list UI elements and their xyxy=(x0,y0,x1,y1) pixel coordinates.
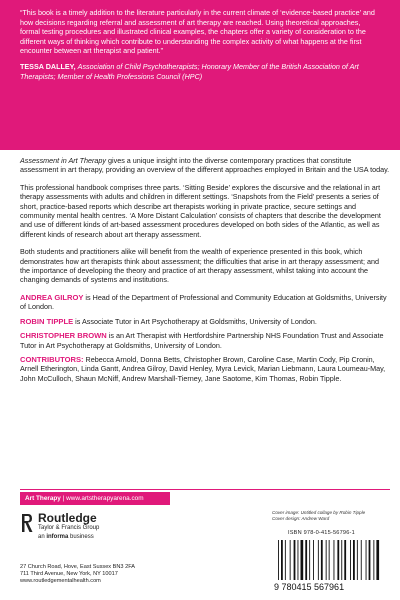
barcode-bar xyxy=(281,540,283,580)
barcode-bar xyxy=(321,540,323,580)
barcode-bar xyxy=(294,540,296,580)
publisher-address xyxy=(20,564,135,586)
barcode-bar xyxy=(376,540,379,580)
endorsement-author-name: TESSA DALLEY, xyxy=(20,61,76,71)
barcode-bar xyxy=(301,540,304,580)
barcode-bar xyxy=(309,540,310,580)
cover-credits xyxy=(272,510,365,522)
barcode-bar xyxy=(353,540,355,580)
publisher-logo xyxy=(20,511,170,563)
publisher-website[interactable]: www.routledgementalhealth.com xyxy=(20,578,101,585)
barcode-bar xyxy=(305,540,307,580)
author-bio-text: is an Art Therapist with Hertfordshire Partnership NHS Foundation Trust and Associate Tutor in Art Psychotherapy at Goldsmiths, University of London. xyxy=(20,331,384,350)
description-paragraph-2: This professional handbook comprises three parts. ‘Sitting Beside’ explores the discursive and the relational in art therapy assessments with adults and children in different settings. ‘Snapshots from the Field’ presents a series of short, practice-based reports which describe art therapists working in private practice, secure settings and community mental health centres. ‘A More Distant Calculation’ consists of chapters that describe the development and use of different kinds of art-based assessment procedures developed on both sides of the Atlantic, as well as different kinds of research about art therapy assessment. xyxy=(20,182,381,239)
address-line: 711 Third Avenue, New York, NY 10017 xyxy=(20,571,118,578)
contributors-list xyxy=(20,355,390,383)
book-description xyxy=(20,156,390,388)
barcode-bar xyxy=(290,540,291,580)
barcode-bar xyxy=(298,540,299,580)
subject-separator-icon: | xyxy=(62,495,67,502)
barcode-bar xyxy=(366,540,367,580)
author-bio-tipple xyxy=(20,317,390,326)
barcode-bar xyxy=(344,540,346,580)
description-paragraph-1-text: gives a unique insight into the diverse contemporary practices that constitute assessment in art therapy, providing an overview of the different approaches employed in Britain and the USA today. xyxy=(20,156,390,175)
barcode-bar xyxy=(357,540,358,580)
footer-divider xyxy=(20,489,390,490)
publisher-group: Taylor & Francis Group xyxy=(38,525,100,531)
publisher-informa: an informa business xyxy=(38,534,94,540)
author-name: ANDREA GILROY xyxy=(20,292,84,302)
endorsement-quote-text: “This book is a timely addition to the literature particularly in the current climate of ‘evidence-based practice’ and how decisions regarding referral and assessment of art therapy are reached. Using theoretical approaches, formal testing procedures and illustrated clinical examples, the chapters offer a variety of consideration to the different ways of thinking which contribute to understanding the complex activity of what happens at the first encounter between art therapist and patient.” xyxy=(20,8,375,56)
barcode-bar xyxy=(329,540,330,580)
author-name: CHRISTOPHER BROWN xyxy=(20,331,107,341)
barcode-bar xyxy=(326,540,327,580)
author-bio-text: is Head of the Department of Professional and Community Education at Goldsmiths, University of London. xyxy=(20,292,387,312)
barcode-bar xyxy=(285,540,286,580)
contributors-label: CONTRIBUTORS: xyxy=(20,354,84,364)
barcode-bar xyxy=(361,540,362,580)
isbn-barcode xyxy=(272,538,390,593)
author-bio-text: is Associate Tutor in Art Psychotherapy at Goldsmiths, University of London. xyxy=(73,316,317,326)
author-bio-gilroy xyxy=(20,293,390,312)
barcode-bar xyxy=(278,540,279,580)
barcode-bar xyxy=(334,540,335,580)
description-paragraph-3: Both students and practitioners alike will benefit from the wealth of experience presented in this book, which demonstrates how art therapists think about assessment; the difficulties that arise in art therapy assessment; and the importance of developing the theory and practice of art therapy assessment, whilst taking into account the changing demands of systems and institutions. xyxy=(20,247,380,285)
address-line: 27 Church Road, Hove, East Sussex BN3 2FA xyxy=(20,564,136,570)
endorsement-author xyxy=(20,62,380,81)
description-paragraph-1 xyxy=(20,156,390,175)
barcode-bar xyxy=(318,540,319,580)
publisher-name: Routledge xyxy=(38,511,97,525)
barcode-bar xyxy=(313,540,314,580)
barcode-bar xyxy=(373,540,374,580)
barcode-bar xyxy=(369,540,371,580)
endorsement-quote-box xyxy=(0,0,400,150)
author-bio-brown xyxy=(20,331,390,350)
cover-image-credit: Cover image: Untitled collage by Robin Tipple xyxy=(272,510,366,515)
endorsement-author-affiliation: Association of Child Psychotherapists; Honorary Member of the British Association of Art Therapists; Member of Health Professions Council (HPC) xyxy=(20,61,359,81)
subject-label: Art Therapy xyxy=(25,495,61,502)
routledge-r-icon xyxy=(20,513,34,533)
barcode-bar xyxy=(337,540,339,580)
cover-design-credit: Cover design: Andrew Ward xyxy=(272,516,330,521)
barcode-bar xyxy=(350,540,351,580)
book-title-inline: Assessment in Art Therapy xyxy=(20,156,107,165)
contributors-names: Rebecca Arnold, Donna Betts, Christopher Brown, Caroline Case, Martin Cody, Pip Cronin, Arnell Etherington, Linda Gantt, Andrea Gilroy, David Henley, Myra Levick, Marian Liebmann, Laura Loumeau-May, John McCulloch, Shaun McNiff, Andrew Marshall-Tierney, Jane Saotome, Kim Thomas, Robin Tipple. xyxy=(20,354,386,383)
subject-bar xyxy=(20,492,170,505)
author-name: ROBIN TIPPLE xyxy=(20,316,74,326)
isbn-text: ISBN 978-0-415-56796-1 xyxy=(288,530,355,536)
subject-url[interactable]: www.artstherapyarena.com xyxy=(66,495,144,502)
barcode-digits: 9 780415 567961 xyxy=(274,582,345,592)
barcode-bar xyxy=(341,540,342,580)
